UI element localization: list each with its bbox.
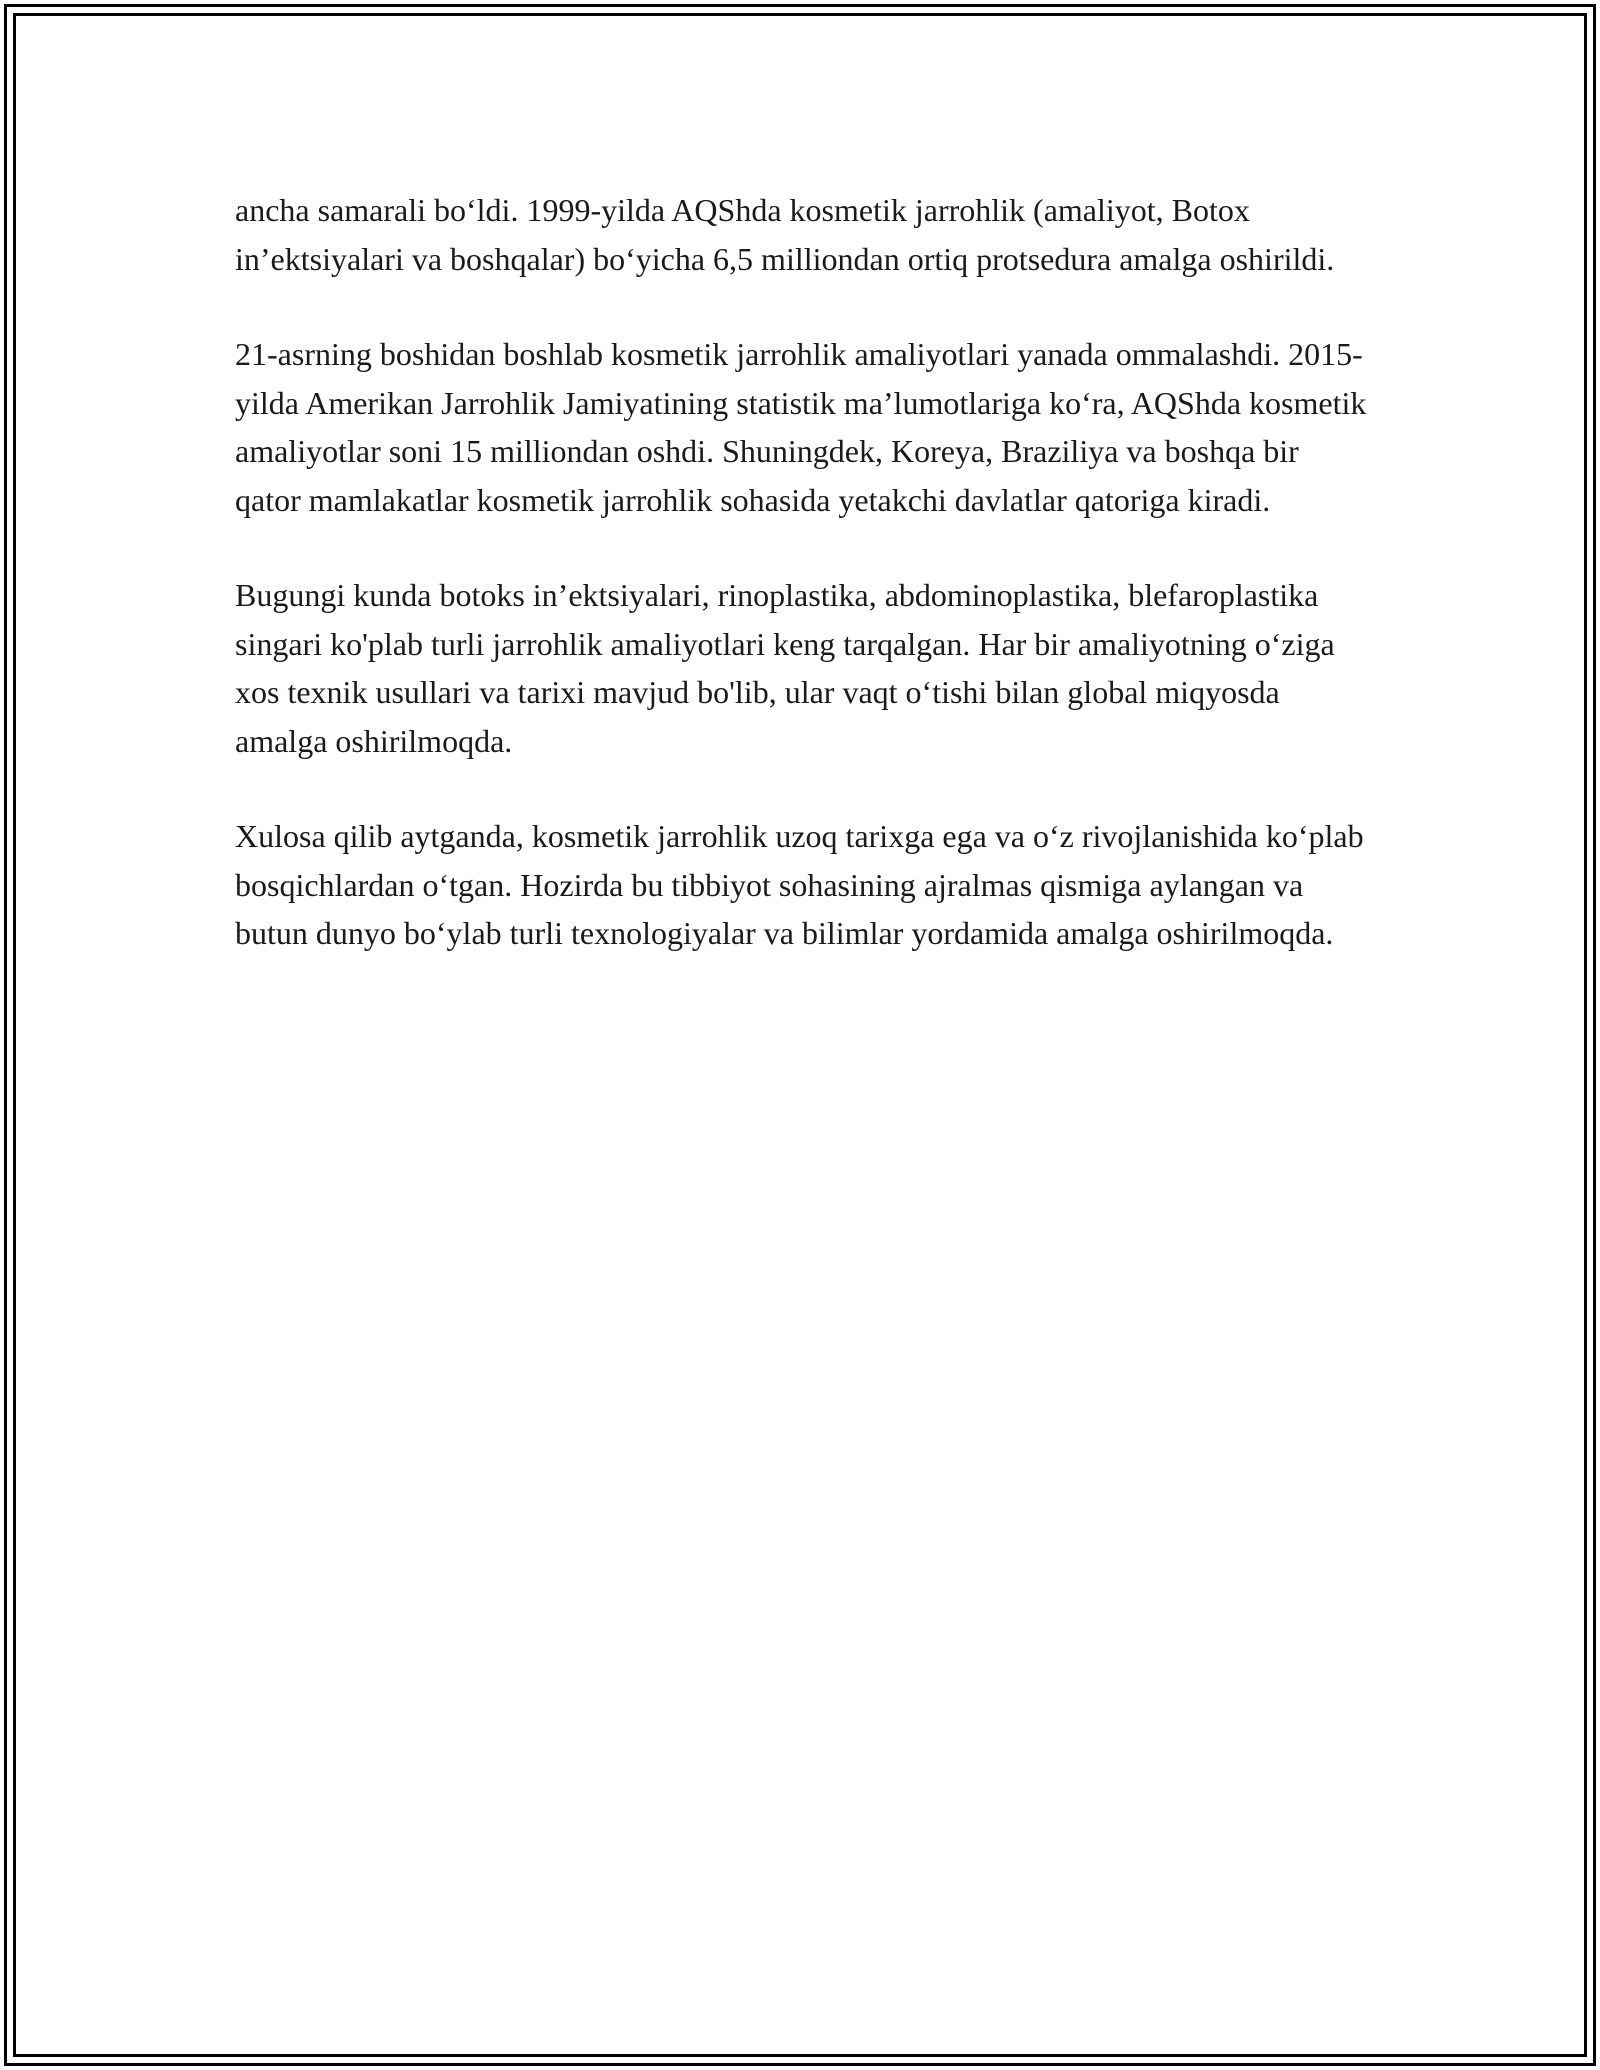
paragraph-1: ancha samarali boʻldi. 1999-yilda AQShda kosmetik jarrohlik (amaliyot, Botox in’ektsiyalari va boshqalar) boʻyicha 6,5 milliondan ortiq protsedura amalga oshirildi.: [235, 192, 1335, 277]
paragraph-2: 21-asrning boshidan boshlab kosmetik jarrohlik amaliyotlari yanada ommalashdi. 2015-yilda Amerikan Jarrohlik Jamiyatining statistik ma’lumotlariga koʻra, AQShda kosmetik amaliyotlar soni 15 milliondan oshdi. Shuningdek, Koreya, Braziliya va boshqa bir qator mamlakatlar kosmetik jarrohlik sohasida yetakchi davlatlar qatoriga kiradi.: [235, 336, 1367, 518]
document-body: [235, 186, 1370, 1005]
paragraph-3: Bugungi kunda botoks in’ektsiyalari, rinoplastika, abdominoplastika, blefaroplastika singari ko'plab turli jarrohlik amaliyotlari keng tarqalgan. Har bir amaliyotning oʻziga xos texnik usullari va tarixi mavjud bo'lib, ular vaqt oʻtishi bilan global miqyosda amalga oshirilmoqda.: [235, 577, 1335, 759]
paragraph-4: Xulosa qilib aytganda, kosmetik jarrohlik uzoq tarixga ega va oʻz rivojlanishida koʻplab bosqichlardan oʻtgan. Hozirda bu tibbiyot sohasining ajralmas qismiga aylangan va butun dunyo boʻylab turli texnologiyalar va bilimlar yordamida amalga oshirilmoqda.: [235, 818, 1364, 951]
